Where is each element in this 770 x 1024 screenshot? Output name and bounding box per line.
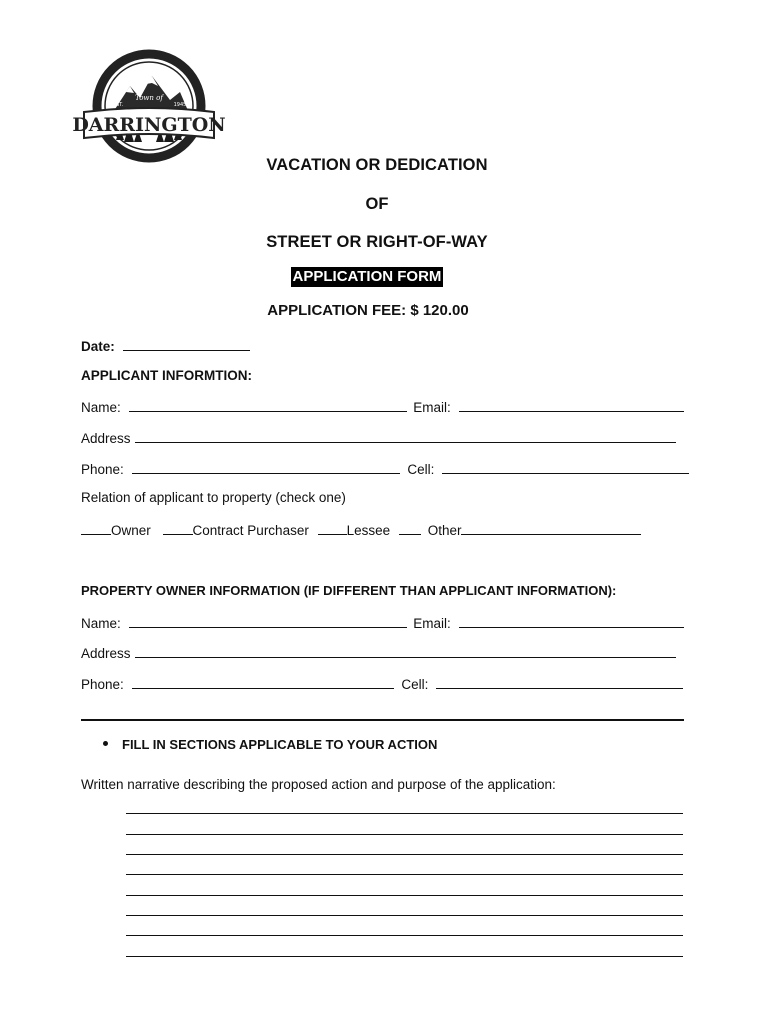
owner-cell-label: Cell:: [401, 677, 429, 692]
application-form-label: APPLICATION FORM: [292, 268, 442, 285]
narrative-line[interactable]: [126, 813, 683, 814]
applicant-phone-cell-row: [81, 460, 689, 477]
owner-phone-label: Phone:: [81, 677, 124, 692]
narrative-line[interactable]: [126, 895, 683, 896]
owner-email-field[interactable]: [459, 614, 684, 628]
applicant-name-label: Name:: [81, 400, 121, 415]
applicant-address-row: [81, 429, 676, 446]
applicant-cell-label: Cell:: [407, 462, 435, 477]
title-line-1: VACATION OR DEDICATION: [266, 156, 488, 174]
relation-options-row: [81, 521, 641, 538]
svg-text:Town of: Town of: [135, 94, 163, 102]
owner-address-label: Address: [81, 646, 131, 661]
date-field[interactable]: [123, 337, 250, 351]
contract-purchaser-check-field[interactable]: [163, 521, 193, 535]
darrington-logo: [72, 48, 226, 172]
lessee-check-field[interactable]: [318, 521, 347, 535]
section-divider: [81, 719, 684, 721]
contract-purchaser-option-label: Contract Purchaser: [192, 523, 309, 538]
bullet-icon: [103, 741, 108, 746]
applicant-address-field[interactable]: [135, 429, 676, 443]
owner-phone-cell-row: [81, 675, 683, 692]
applicant-heading: APPLICANT INFORMTION:: [81, 368, 252, 383]
relation-label: Relation of applicant to property (check one): [81, 490, 346, 505]
owner-name-label: Name:: [81, 616, 121, 631]
narrative-line[interactable]: [126, 854, 683, 855]
other-specify-field[interactable]: [461, 521, 641, 535]
other-check-field[interactable]: [399, 521, 421, 535]
applicant-cell-field[interactable]: [442, 460, 689, 474]
application-form-badge: [0, 267, 734, 287]
property-owner-heading: PROPERTY OWNER INFORMATION (IF DIFFERENT THAN APPLICANT INFORMATION):: [81, 583, 617, 598]
sections-note-text: FILL IN SECTIONS APPLICABLE TO YOUR ACTION: [122, 737, 438, 752]
applicant-email-label: Email:: [413, 400, 451, 415]
svg-text:DARRINGTON: DARRINGTON: [72, 114, 226, 136]
narrative-line[interactable]: [126, 874, 683, 875]
applicant-address-label: Address: [81, 431, 131, 446]
owner-email-label: Email:: [413, 616, 451, 631]
svg-text:1945: 1945: [173, 102, 187, 108]
owner-name-field[interactable]: [129, 614, 407, 628]
title-line-3: STREET OR RIGHT-OF-WAY: [266, 233, 488, 251]
owner-address-field[interactable]: [135, 644, 676, 658]
title-line-2: OF: [365, 195, 389, 213]
owner-address-row: [81, 644, 676, 661]
applicant-name-email-row: [81, 398, 684, 415]
narrative-line[interactable]: [126, 834, 683, 835]
applicant-phone-label: Phone:: [81, 462, 124, 477]
town-seal-icon: [72, 48, 226, 172]
narrative-line[interactable]: [126, 915, 683, 916]
owner-name-email-row: [81, 614, 684, 631]
narrative-line[interactable]: [126, 956, 683, 957]
date-row: [81, 337, 250, 354]
applicant-email-field[interactable]: [459, 398, 684, 412]
narrative-label: Written narrative describing the proposed action and purpose of the application:: [81, 777, 556, 792]
applicant-name-field[interactable]: [129, 398, 407, 412]
application-fee: APPLICATION FEE: $ 120.00: [267, 302, 469, 319]
date-label: Date:: [81, 339, 115, 354]
svg-text:EST.: EST.: [112, 102, 124, 108]
owner-check-field[interactable]: [81, 521, 111, 535]
owner-option-label: Owner: [111, 523, 151, 538]
sections-note: [103, 737, 437, 752]
other-option-label: Other: [427, 523, 462, 538]
owner-phone-field[interactable]: [132, 675, 394, 689]
narrative-line[interactable]: [126, 935, 683, 936]
owner-cell-field[interactable]: [436, 675, 683, 689]
applicant-phone-field[interactable]: [132, 460, 400, 474]
lessee-option-label: Lessee: [346, 523, 391, 538]
